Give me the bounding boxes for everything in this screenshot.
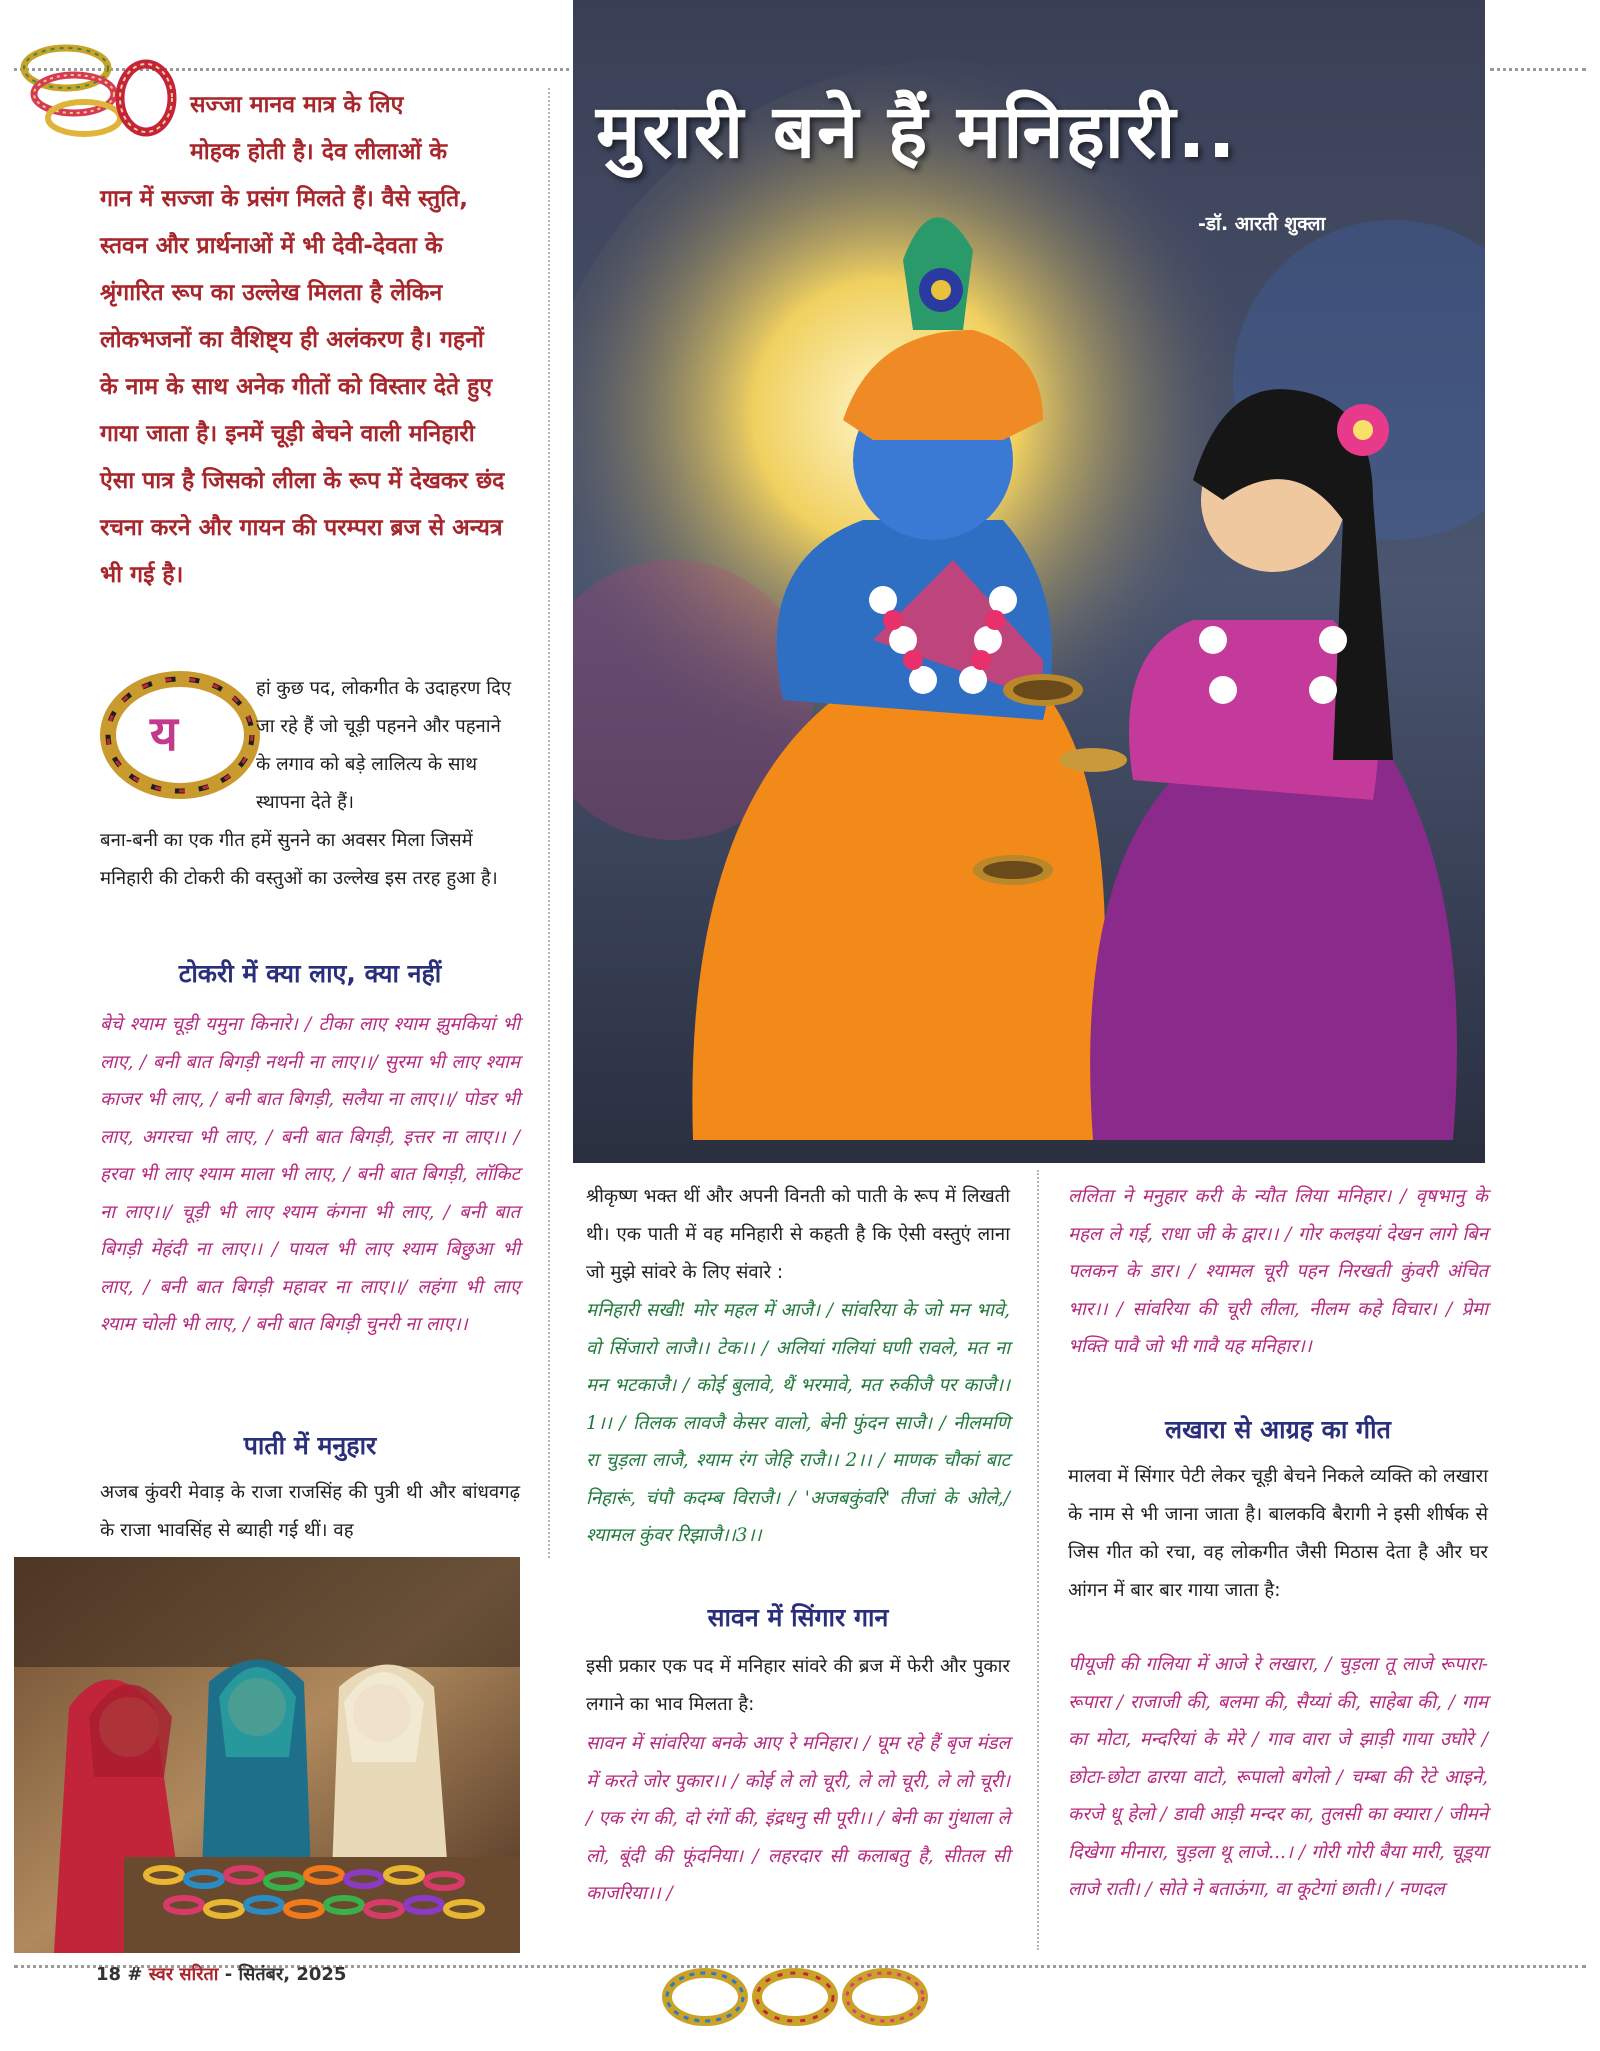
intro-body: गान में सज्जा के प्रसंग मिलते हैं। वैसे स्तुति, स्तवन और प्रार्थनाओं में भी देवी-देवता के श्रृंगारित रूप का उल्लेख मिलता है लेकिन लोकभजनों का वैशिष्ट्य ही अलंकरण है। गहनों के नाम के साथ अनेक गीतों को विस्तार देते हुए गाया जाता है। इनमें चूड़ी बेचने वाली मनिहारी ऐसा पात्र है जिसको लीला के रूप में देखकर छंद रचना करने और गायन की परम्परा ब्रज से अन्यत्र भी गई है। xyxy=(100,186,505,588)
top-dotted-rule-right xyxy=(1490,68,1586,71)
dropcap-letter: य xyxy=(150,706,178,762)
col2-paragraph: श्रीकृष्ण भक्त थीं और अपनी विनती को पाती के रूप में लिखती थी। एक पाती में वह मनिहारी से कहती है कि ऐसी वस्तुएं लाना जो मुझे सांवरे के लिए संवारे : xyxy=(586,1186,1010,1283)
sawan-paragraph: इसी प्रकार एक पद में मनिहार सांवरे की ब्रज में फेरी और पुकार लगाने का भाव मिलता है: xyxy=(586,1656,1010,1715)
dropcap-paragraph-rest: बना-बनी का एक गीत हमें सुनने का अवसर मिला जिसमें मनिहारी की टोकरी की वस्तुओं का उल्लेख इस तरह हुआ है। xyxy=(100,830,498,889)
intro-paragraph xyxy=(100,82,505,599)
section-heading-lakhara: लखारा से आग्रह का गीत xyxy=(1165,1415,1391,1444)
section-heading-pati: पाती में मनुहार xyxy=(243,1431,377,1460)
article-title: मुरारी बने हैं मनिहारी.. xyxy=(596,89,1238,175)
section-heading-tokri: टोकरी में क्या लाए, क्या नहीं xyxy=(178,959,442,988)
page-number: 18 xyxy=(96,1964,122,1985)
bangle-market-photo xyxy=(14,1557,520,1953)
author-byline: -डॉ. आरती शुक्ला xyxy=(1198,213,1326,235)
song-manihari-sakhi: मनिहारी सखी! मोर महल में आजै। / सांवरिया के जो मन भावे, वो सिंजारो लाजै।। टेक।। / अलियां गलियां घणी रावले, मत ना मन भटकाजै। / कोई बुलावे, थैं भरमावे, मत रुकीजै पर काजै।। 1।। / तिलक लावजै केसर वालो, बेनी फुंदन साजै। / नीलमणि रा चुड़ला लाजै, श्याम रंग जेहि राजै।। 2।। / माणक चौकां बाट निहारूं, चंपौ कदम्ब विराजै। / 'अजबकुंवरि' तीजां के ओले,/ श्यामल कुंवर रिझाजै।।3।। xyxy=(586,1300,1010,1546)
dropcap-paragraph xyxy=(100,670,520,898)
column-divider-left xyxy=(548,88,550,1558)
footer-bangles-icon xyxy=(660,1955,930,2035)
song-lalita: ललिता ने मनुहार करी के न्यौत लिया मनिहार। / वृषभानु के महल ले गई, राधा जी के द्वार।। / गोर कलइयां देखन लागे बिन पलकन के डार। / श्यामल चूरी पहन निरखती कुंवरी अंचित भार।। / सांवरिया की चूरी लीला, नीलम कहे विचार। / प्रेमा भक्ति पावै जो भी गावै यह मनिहार।। xyxy=(1068,1186,1488,1357)
footer-folio xyxy=(96,1962,346,1986)
song-lakhara: पीयूजी की गलिया में आजे रे लखारा, / चुड़ला तू लाजे रूपारा-रूपारा / राजाजी की, बलमा की, सैय्यां की, साहेबा की, / गाम का मोटा, मन्दरियां के मेरे / गाव वारा जे झाड़ी गाया उघोरे / छोटा-छोटा ढारया वाटो, रूपालो बगेलो / चम्बा की रेटे आइने, करजे धू हेलो / डावी आड़ी मन्दर का, तुलसी का क्यारा / जीमने दिखेगा मीनारा, चुड़ला थू लाजे...। / गोरी गोरी बैया मारी, चूड़्या लाजे राती। / सोते ने बताऊंगा, वा कूटेगां छाती। / नणदल xyxy=(1068,1654,1488,1900)
issue-date: - सितंबर, 2025 xyxy=(224,1964,347,1985)
magazine-name: स्वर सरिता xyxy=(148,1964,219,1985)
section-heading-sawan: सावन में सिंगार गान xyxy=(707,1603,889,1632)
intro-line-1: सज्जा मानव मात्र के लिए xyxy=(190,92,404,118)
lakhara-paragraph: मालवा में सिंगार पेटी लेकर चूड़ी बेचने निकले व्यक्ति को लखारा के नाम से भी जाना जाता है। बालकवि बैरागी ने इसी शीर्षक से जिस गीत को रचा, वह लोकगीत जैसी मिठास देता है और घर आंगन में बार बार गाया जाता है: xyxy=(1068,1466,1488,1601)
folio-separator: # xyxy=(127,1964,143,1985)
song-tokri: बेचे श्याम चूड़ी यमुना किनारे। / टीका लाए श्याम झुमकियां भी लाए, / बनी बात बिगड़ी नथनी ना लाए।।/ सुरमा भी लाए श्याम काजर भी लाए, / बनी बात बिगड़ी, सलैया ना लाए।।/ पोडर भी लाए, अगरचा भी लाए, / बनी बात बिगड़ी, इत्तर ना लाए।। / हरवा भी लाए श्याम माला भी लाए, / बनी बात बिगड़ी, लॉकिट ना लाए।।/ चूड़ी भी लाए श्याम कंगना भी लाए, / बनी बात बिगड़ी मेहंदी ना लाए।। / पायल भी लाए श्याम बिछुआ भी लाए, / बनी बात बिगड़ी महावर ना लाए।।/ लहंगा भी लाए श्याम चोली भी लाए, / बनी बात बिगड़ी चुनरी ना लाए।। xyxy=(100,1014,520,1335)
pati-paragraph: अजब कुंवरी मेवाड़ के राजा राजसिंह की पुत्री थी और बांधवगढ़ के राजा भावसिंह से ब्याही गई थीं। वह xyxy=(100,1482,520,1541)
song-sawan: सावन में सांवरिया बनके आए रे मनिहार। / घूम रहे हैं बृज मंडल में करते जोर पुकार।। / कोई ले लो चूरी, ले लो चूरी, ले लो चूरी। / एक रंग की, दो रंगों की, इंद्रधनु सी पूरी।। / बेनी का गुंथाला ले लो, बूंदी की फूंदनिया। / लहरदार सी कलाबतु है, सीतल सी काजरिया।। / xyxy=(586,1733,1010,1904)
column-divider-right xyxy=(1037,1170,1039,1950)
dropcap-paragraph-indented: हां कुछ पद, लोकगीत के उदाहरण दिए जा रहे हैं जो चूड़ी पहनने और पहनाने के लगाव को बड़े लालित्य के साथ स्थापना देते हैं। xyxy=(256,678,512,813)
intro-line-2: मोहक होती है। देव लीलाओं के xyxy=(190,139,448,165)
